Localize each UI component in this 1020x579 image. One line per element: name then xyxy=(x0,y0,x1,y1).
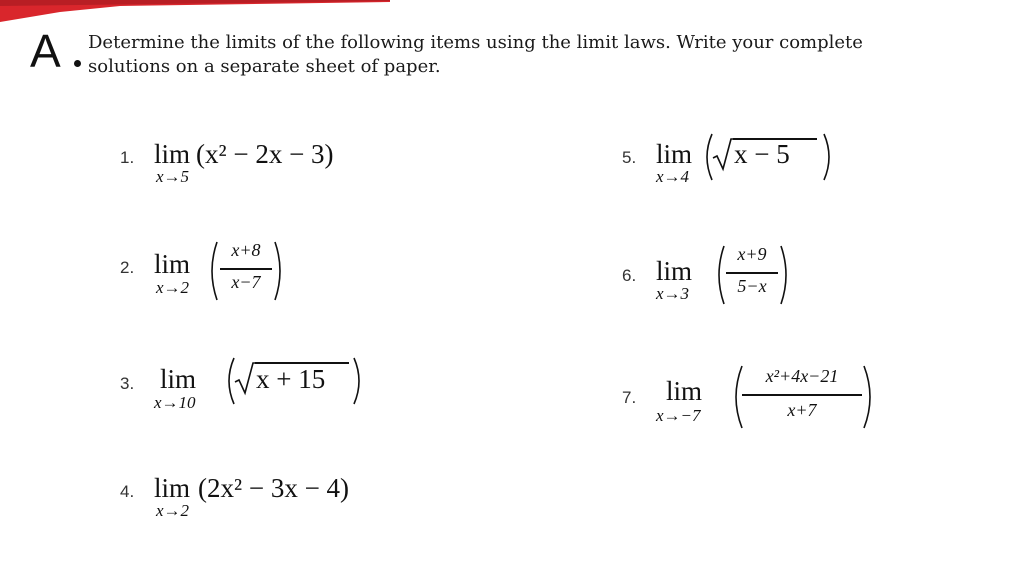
lim-approach: x→2 xyxy=(156,278,190,297)
fraction xyxy=(218,238,274,300)
item-number: 6. xyxy=(622,266,637,285)
item-number: 5. xyxy=(622,148,637,167)
denominator: x−7 xyxy=(231,272,261,292)
numerator: x²+4x−21 xyxy=(765,366,839,386)
lim-approach: x→2 xyxy=(156,501,190,520)
lim-approach: x→5 xyxy=(156,167,190,186)
right-paren xyxy=(862,364,878,430)
item-number: 3. xyxy=(120,374,135,393)
fraction-bar xyxy=(220,268,272,270)
left-paren xyxy=(205,240,219,302)
item-number: 1. xyxy=(120,148,135,167)
lim-approach: x→10 xyxy=(154,393,196,412)
numerator: x+9 xyxy=(737,244,767,264)
section-letter: A xyxy=(30,25,61,77)
lim-operator: lim xyxy=(656,256,693,286)
instructions xyxy=(88,31,968,79)
limit-expression: (x² − 2x − 3) xyxy=(196,139,334,169)
denominator: 5−x xyxy=(737,276,767,296)
numerator: x+8 xyxy=(231,240,261,260)
lim-operator: lim xyxy=(154,139,191,169)
right-paren xyxy=(822,132,836,182)
lim-operator: lim xyxy=(160,364,197,394)
fraction-bar xyxy=(726,272,778,274)
lim-operator: lim xyxy=(154,473,191,503)
fraction-bar xyxy=(742,394,862,396)
fraction xyxy=(724,242,780,304)
right-paren xyxy=(273,240,287,302)
sqrt-icon xyxy=(234,360,256,396)
lim-approach: x→−7 xyxy=(656,406,701,425)
item-number: 7. xyxy=(622,388,637,407)
lim-operator: lim xyxy=(666,376,703,406)
header-accent-stripe xyxy=(0,0,390,22)
lim-operator: lim xyxy=(154,249,191,279)
instruction-line-2: solutions on a separate sheet of paper. xyxy=(88,56,441,77)
lim-approach: x→3 xyxy=(656,284,690,303)
denominator: x+7 xyxy=(787,400,817,420)
item-number: 4. xyxy=(120,482,135,501)
limit-expression: (2x² − 3x − 4) xyxy=(198,473,350,503)
right-paren xyxy=(352,356,366,406)
bullet-dot xyxy=(74,60,81,67)
radicand: x + 15 xyxy=(256,364,326,394)
sqrt-icon xyxy=(712,136,734,172)
fraction xyxy=(740,362,864,428)
instruction-line-1: Determine the limits of the following items using the limit laws. Write your complete xyxy=(88,32,863,53)
lim-approach: x→4 xyxy=(656,167,690,186)
radicand: x − 5 xyxy=(734,139,790,169)
item-number: 2. xyxy=(120,258,135,277)
right-paren xyxy=(779,244,793,306)
lim-operator: lim xyxy=(656,139,693,169)
